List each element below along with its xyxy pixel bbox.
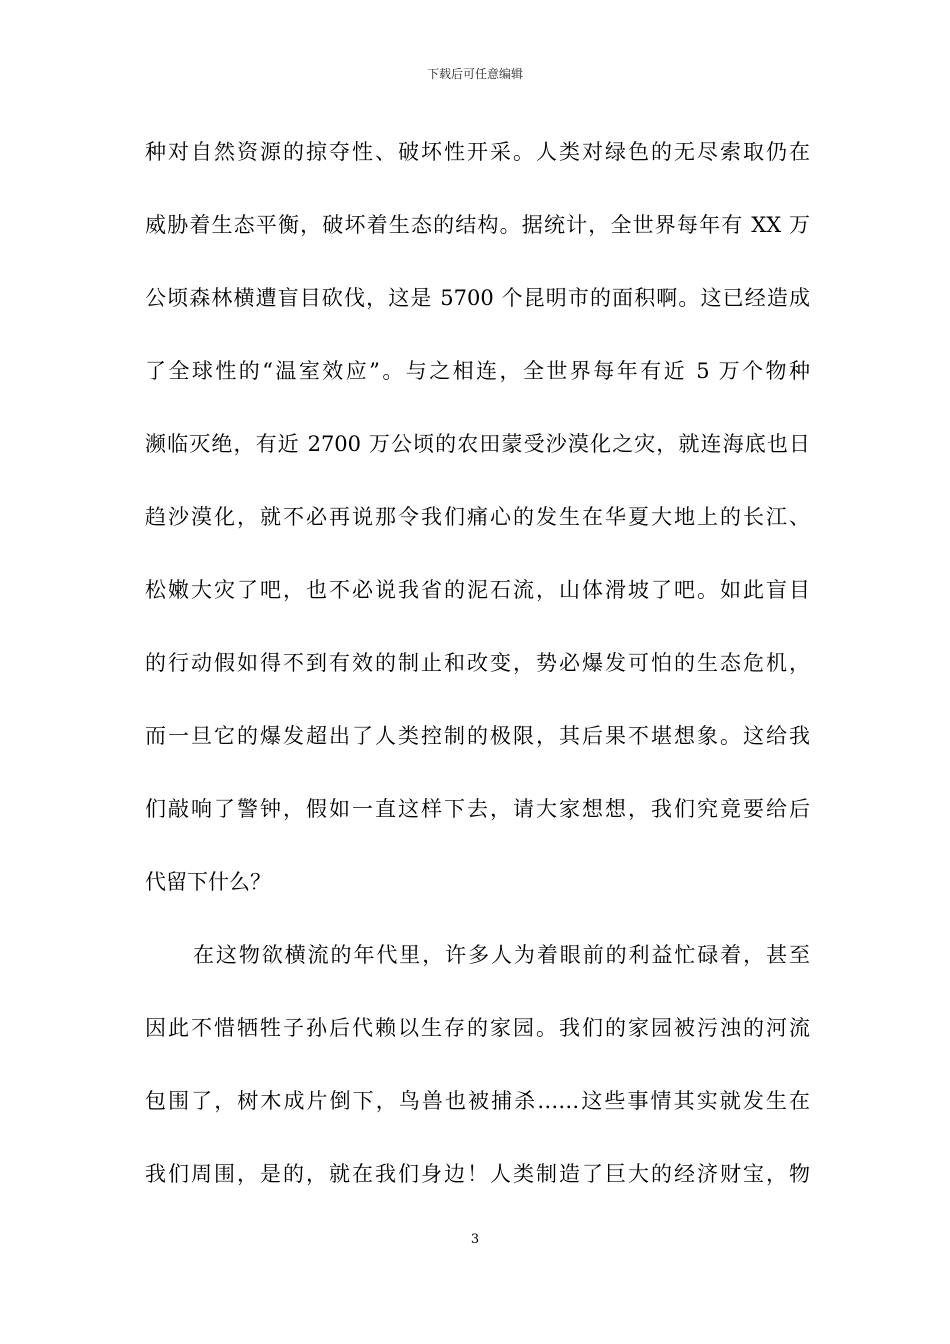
text-line: 的行动假如得不到有效的制止和改变，势必爆发可怕的生态危机， bbox=[145, 651, 810, 675]
text-line: 了全球性的“温室效应”。与之相连，全世界每年有近 5 万个物种 bbox=[145, 359, 810, 383]
page-header: 下载后可任意编辑 bbox=[426, 67, 523, 81]
text-line: 们敲响了警钟，假如一直这样下去，请大家想想，我们究竟要给后 bbox=[145, 797, 810, 821]
text-line: 威胁着生态平衡，破坏着生态的结构。据统计，全世界每年有 XX 万 bbox=[145, 213, 810, 237]
text-line: 因此不惜牺牲子孙后代赖以生存的家园。我们的家园被污浊的河流 bbox=[145, 1016, 810, 1040]
text-line: 公顷森林横遭盲目砍伐，这是 5700 个昆明市的面积啊。这已经造成 bbox=[145, 286, 810, 310]
text-line: 包围了，树木成片倒下，鸟兽也被捕杀……这些事情其实就发生在 bbox=[145, 1089, 810, 1113]
text-line: 松嫩大灾了吧，也不必说我省的泥石流，山体滑坡了吧。如此盲目 bbox=[145, 578, 810, 602]
text-line: 种对自然资源的掠夺性、破坏性开采。人类对绿色的无尽索取仍在 bbox=[145, 140, 810, 164]
text-line: 趋沙漠化，就不必再说那令我们痛心的发生在华夏大地上的长江、 bbox=[145, 505, 810, 529]
text-line: 我们周围，是的，就在我们身边！人类制造了巨大的经济财宝，物 bbox=[145, 1162, 810, 1186]
text-line: 在这物欲横流的年代里，许多人为着眼前的利益忙碌着，甚至 bbox=[193, 943, 810, 967]
text-line: 代留下什么？ bbox=[145, 870, 271, 894]
page-number: 3 bbox=[470, 1232, 480, 1247]
text-line: 而一旦它的爆发超出了人类控制的极限，其后果不堪想象。这给我 bbox=[145, 724, 810, 748]
text-line: 濒临灭绝，有近 2700 万公顷的农田蒙受沙漠化之灾，就连海底也日 bbox=[145, 432, 810, 456]
